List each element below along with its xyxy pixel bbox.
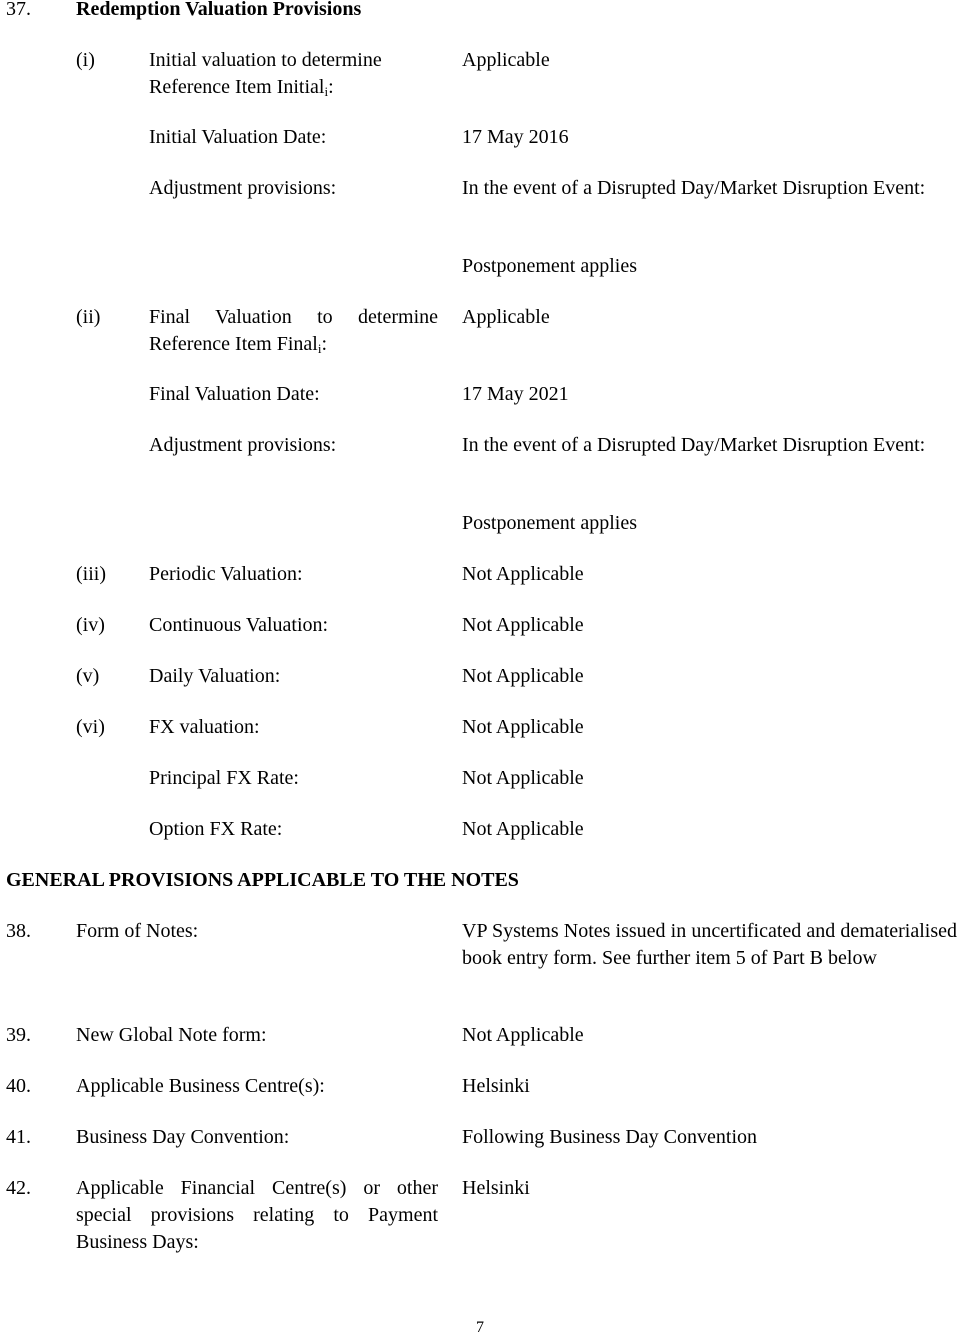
field-value: 17 May 2021 — [462, 383, 569, 405]
item-label: Business Day Convention: — [76, 1126, 290, 1148]
item-value: Helsinki — [462, 1177, 530, 1199]
subsection-marker: (vi) — [76, 716, 105, 738]
field-label: Adjustment provisions: — [149, 177, 337, 199]
item-number: 41. — [6, 1126, 31, 1148]
subsection-label: Final Valuation to determine Reference Item Final$_i$: — [149, 306, 438, 356]
field-value: Postponement applies — [462, 255, 637, 277]
field-label: Final Valuation Date: — [149, 383, 320, 405]
section-title: Redemption Valuation Provisions — [76, 0, 362, 20]
item-number: 38. — [6, 920, 31, 942]
field-label: Option FX Rate: — [149, 818, 283, 840]
item-value: Following Business Day Convention — [462, 1126, 758, 1148]
field-label: Adjustment provisions: — [149, 434, 337, 456]
item-number: 40. — [6, 1075, 31, 1097]
field-value: 17 May 2016 — [462, 126, 569, 148]
item-label: Form of Notes: — [76, 920, 199, 942]
field-value: Postponement applies — [462, 512, 637, 534]
subsection-marker: (i) — [76, 49, 95, 71]
field-label: Initial Valuation Date: — [149, 126, 327, 148]
subsection-label: Daily Valuation: — [149, 665, 281, 687]
item-label: Applicable Financial Centre(s) or other special provisions relating to Payment Business Days: — [76, 1177, 438, 1253]
section-heading: GENERAL PROVISIONS APPLICABLE TO THE NOTES — [6, 869, 519, 891]
field-label: Principal FX Rate: — [149, 767, 299, 789]
item-number: 39. — [6, 1024, 31, 1046]
subsection-value: Applicable — [462, 49, 550, 71]
item-number: 42. — [6, 1177, 31, 1199]
subsection-marker: (iv) — [76, 614, 105, 636]
page-number: 7 — [476, 1319, 484, 1336]
field-value: Not Applicable — [462, 818, 584, 840]
item-value: Helsinki — [462, 1075, 530, 1097]
subsection-value: Not Applicable — [462, 716, 584, 738]
subsection-label: Continuous Valuation: — [149, 614, 329, 636]
subsection-marker: (iii) — [76, 563, 106, 585]
subsection-marker: (ii) — [76, 306, 101, 328]
item-value: Not Applicable — [462, 1024, 584, 1046]
subsection-value: Not Applicable — [462, 563, 584, 585]
field-value: Not Applicable — [462, 767, 584, 789]
field-value: In the event of a Disrupted Day/Market Disruption Event: — [462, 177, 926, 199]
subsection-value: Applicable — [462, 306, 550, 328]
subsection-label: Initial valuation to determine Reference Item Initial$_i$: — [149, 49, 382, 99]
field-value: In the event of a Disrupted Day/Market Disruption Event: — [462, 434, 926, 456]
subsection-value: Not Applicable — [462, 614, 584, 636]
subsection-label: FX valuation: — [149, 716, 260, 738]
subsection-label: Periodic Valuation: — [149, 563, 303, 585]
subsection-marker: (v) — [76, 665, 100, 687]
item-label: New Global Note form: — [76, 1024, 267, 1046]
item-value: VP Systems Notes issued in uncertificated and dematerialised book entry form. See further item 5 of Part B below — [462, 920, 957, 969]
item-label: Applicable Business Centre(s): — [76, 1075, 325, 1097]
subsection-value: Not Applicable — [462, 665, 584, 687]
section-number: 37. — [6, 0, 31, 20]
